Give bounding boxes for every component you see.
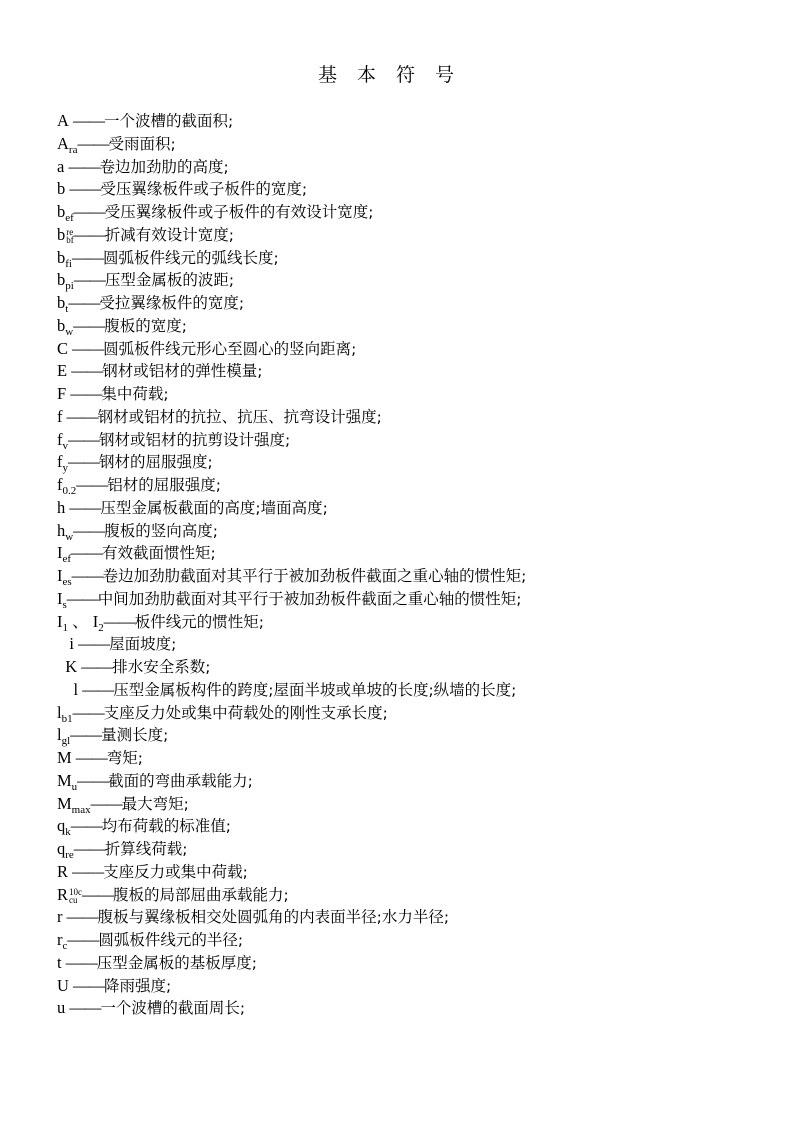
symbol-entry: [57, 247, 526, 270]
dash: ——: [71, 247, 103, 267]
symbol-entry: [57, 269, 526, 292]
symbol-description: 折算线荷载;: [104, 840, 188, 858]
dash: ——: [71, 566, 103, 585]
symbol-description: 铝材的屈服强度;: [107, 476, 221, 494]
symbol-subscript: c: [62, 940, 68, 952]
dash: ——: [69, 497, 101, 517]
dash: ——: [73, 270, 105, 290]
dash: ——: [90, 793, 122, 813]
symbol: b: [57, 202, 66, 221]
symbol-entry: [57, 315, 526, 338]
symbol-superscript: re: [66, 226, 74, 237]
symbol-subscript: ra: [68, 143, 78, 156]
symbol-entry: [57, 611, 526, 634]
symbol-entry: [57, 906, 526, 929]
symbol-entry: [57, 724, 526, 747]
symbol-entry: [57, 110, 526, 133]
symbol-description: 支座反力处或集中荷载处的刚性支承长度;: [103, 703, 388, 722]
symbol-description: 屋面坡度;: [109, 635, 177, 654]
symbol-subscript: b1: [61, 712, 73, 725]
dash: ——: [68, 429, 99, 449]
symbol-entry: [57, 747, 526, 770]
dash: ——: [67, 930, 99, 949]
dash: ——: [71, 361, 103, 381]
dash: ——: [73, 202, 105, 221]
symbol-description: 钢材或铝材的抗拉、抗压、抗弯设计强度;: [97, 407, 382, 426]
symbol-description: 钢材或铝材的弹性模量;: [102, 362, 263, 381]
dash: ——: [72, 338, 104, 358]
dash: ——: [76, 475, 108, 494]
symbol-subscript: s: [62, 598, 67, 611]
symbol-description: 钢材或铝材的抗剪设计强度;: [99, 430, 291, 449]
symbol-entry: [57, 292, 526, 315]
symbol-entry: [57, 383, 526, 406]
symbol: R: [57, 861, 73, 881]
symbol-scripts: [66, 228, 74, 244]
symbol: C: [57, 338, 73, 358]
symbol: f: [57, 429, 63, 449]
symbol-entry: [57, 929, 526, 952]
symbol-description: 一个波槽的截面周长;: [100, 999, 246, 1018]
symbol-entry: [57, 838, 526, 861]
symbol-description: 一个波槽的截面积;: [104, 112, 234, 130]
symbol-entry: [57, 338, 526, 361]
symbol: F: [57, 384, 71, 403]
symbol-description: 卷边加劲肋的高度;: [99, 157, 229, 176]
dash: ——: [69, 179, 101, 199]
symbol-subscript: re: [65, 849, 74, 861]
dash: ——: [73, 975, 105, 995]
symbol-subscript: w: [65, 530, 74, 543]
symbol-description: 板件线元的惯性矩;: [134, 612, 264, 631]
symbol-description: 有效截面惯性矩;: [102, 544, 216, 563]
symbol-description: 圆弧板件线元的弧线长度;: [102, 248, 279, 267]
symbol-subscript: ef: [62, 553, 72, 566]
dash: ——: [73, 224, 105, 244]
dash: ——: [68, 156, 100, 176]
symbol-entry: [57, 861, 526, 884]
symbol-subscript: u: [71, 780, 78, 793]
symbol-entry: [57, 497, 526, 520]
symbol-description: 腹板与翼缘板相交处圆弧角的内表面半径;水力半径;: [97, 908, 450, 927]
symbol-entry: [57, 224, 526, 247]
symbol-entry: [57, 451, 526, 474]
dash: ——: [68, 293, 100, 312]
symbol-subscript: pi: [65, 280, 74, 293]
dash: ——: [75, 748, 107, 767]
symbol-description: 截面的弯曲承载能力;: [108, 771, 253, 790]
symbol-entry: [57, 702, 526, 725]
symbol-description: 钢材的屈服强度;: [99, 453, 213, 472]
page-title: 基本符号: [317, 64, 474, 86]
symbol-subscript: 0.2: [62, 485, 77, 497]
symbol-description: 压型金属板构件的跨度;屋面半坡或单坡的长度;纵墙的长度;: [113, 680, 517, 699]
symbol-subscript: w: [65, 325, 74, 338]
symbol-description: 腹板的竖向高度;: [104, 521, 218, 540]
symbol-subscript: ef: [65, 212, 74, 224]
dash: ——: [78, 634, 110, 654]
symbol: b: [57, 315, 66, 335]
symbol-description: 卷边加劲肋截面对其平行于被加劲板件截面之重心轴的惯性矩;: [102, 567, 527, 585]
symbol-entry: [57, 474, 526, 497]
symbol: U: [57, 975, 74, 995]
symbol: i: [57, 634, 79, 654]
dash: ——: [73, 839, 105, 858]
symbol-description: 支座反力或集中荷载;: [103, 862, 248, 881]
symbol-description: 圆弧板件线元的半径;: [98, 931, 244, 949]
symbol-entry: [57, 588, 526, 611]
symbol-subscript: k: [65, 826, 71, 839]
symbol-description: 排水安全系数;: [112, 658, 211, 676]
symbol-entry: [57, 679, 526, 702]
symbol-subscript: 1: [62, 621, 68, 634]
symbol: q: [57, 839, 66, 858]
symbol: a: [57, 156, 69, 176]
dash: ——: [72, 861, 104, 881]
symbol-entry: [57, 520, 526, 543]
symbol: I: [57, 566, 63, 585]
dash: ——: [81, 657, 113, 676]
symbol: l: [57, 679, 83, 699]
dash: ——: [73, 520, 105, 540]
symbol: b: [57, 270, 66, 290]
symbol-entry: [57, 997, 526, 1020]
symbol-subscript: 2: [98, 621, 104, 634]
symbol: A: [57, 133, 69, 153]
symbol-description: 受雨面积;: [108, 134, 176, 153]
symbol: b: [57, 247, 66, 267]
symbol: l: [57, 725, 62, 745]
symbol: b: [57, 179, 70, 199]
symbol-scripts: [69, 888, 82, 904]
symbol-description: 压型金属板截面的高度;墙面高度;: [100, 498, 328, 517]
symbol-description: 受压翼缘板件或子板件的宽度;: [100, 180, 308, 199]
symbol: l: [57, 702, 62, 722]
symbol-entry: [57, 360, 526, 383]
symbol-description: 折减有效设计宽度;: [104, 225, 234, 244]
dash: ——: [77, 133, 109, 153]
symbol-subscript: bf: [66, 234, 74, 245]
symbol-entry: [57, 178, 526, 201]
dash: ——: [82, 679, 114, 699]
symbol-entry: [57, 201, 526, 224]
dash: ——: [103, 611, 135, 631]
symbol-subscript: es: [62, 576, 72, 588]
dash: ——: [71, 543, 103, 563]
symbol-entry: [57, 406, 526, 429]
symbol-description: 降雨强度;: [104, 976, 172, 995]
symbol-description: 中间加劲肋截面对其平行于被加劲板件截面之重心轴的惯性矩;: [97, 589, 522, 608]
symbol-description: 受压翼缘板件或子板件的有效设计宽度;: [104, 203, 374, 221]
dash: ——: [73, 111, 105, 130]
symbol: h: [57, 520, 66, 540]
dash: ——: [66, 588, 98, 608]
symbol: u: [57, 998, 70, 1018]
symbol: A: [57, 111, 74, 130]
dash: ——: [65, 952, 97, 972]
symbol-entry: [57, 815, 526, 838]
symbol-description: 腹板的宽度;: [104, 316, 187, 335]
symbol-description: 均布荷载的标准值;: [101, 817, 231, 836]
symbol: I: [57, 611, 63, 631]
symbol-description: 压型金属板的基板厚度;: [96, 953, 257, 972]
symbol-entry: [57, 633, 526, 656]
symbol-description: 集中荷载;: [101, 385, 169, 403]
symbol-entry: [57, 429, 526, 452]
symbol-subscript: v: [62, 439, 68, 452]
symbol: E: [57, 361, 72, 381]
dash: ——: [70, 384, 102, 403]
dash: ——: [70, 816, 102, 836]
symbol-entry: [57, 133, 526, 156]
symbol-entry: [57, 542, 526, 565]
symbol-entry: [57, 975, 526, 998]
symbol-subscript: t: [65, 303, 69, 315]
symbol: K: [57, 657, 82, 676]
symbol: R: [57, 884, 69, 904]
dash: ——: [66, 907, 98, 927]
symbol-subscript: max: [71, 803, 91, 816]
symbol: h: [57, 497, 70, 517]
symbol: b: [57, 224, 66, 244]
dash: ——: [69, 998, 101, 1018]
symbol-subscript: fi: [65, 257, 72, 270]
symbol-entry: [57, 952, 526, 975]
symbol: b: [57, 293, 66, 312]
symbol-description: 圆弧板件线元形心至圆心的竖向距离;: [103, 339, 357, 358]
symbol: I: [57, 588, 63, 608]
symbol-subscript: y: [62, 462, 68, 475]
dash: ——: [72, 702, 104, 722]
symbol: M: [57, 770, 72, 790]
symbol: f: [57, 452, 63, 472]
dash: ——: [73, 315, 105, 335]
symbol: r: [57, 907, 67, 927]
symbol: f: [57, 406, 67, 426]
symbol-description: 量测长度;: [101, 726, 169, 745]
dash: ——: [82, 884, 114, 904]
symbol-entry: [57, 793, 526, 816]
symbol: q: [57, 816, 66, 836]
symbol-entry: [57, 884, 526, 907]
dash: ——: [66, 406, 98, 426]
symbol: I: [57, 543, 63, 563]
symbol-description: 最大弯矩;: [121, 794, 189, 813]
dash: ——: [77, 770, 109, 790]
symbol-entry: [57, 770, 526, 793]
symbol: f: [57, 475, 63, 494]
symbol: r: [57, 930, 63, 949]
symbol-description: 腹板的局部屈曲承载能力;: [113, 885, 289, 904]
symbol-entry: [57, 156, 526, 179]
symbol-description: 压型金属板的波距;: [104, 271, 235, 290]
symbol: M: [57, 793, 72, 813]
symbol-entry: [57, 656, 526, 679]
symbol-entry: [57, 565, 526, 588]
symbol: 、 I: [68, 611, 99, 631]
symbol-description: 受拉翼缘板件的宽度;: [99, 294, 245, 312]
dash: ——: [68, 452, 99, 472]
symbol: M: [57, 748, 76, 767]
symbol-superscript: 10c: [69, 886, 83, 897]
dash: ——: [70, 725, 102, 745]
symbol-subscript: gl: [61, 735, 71, 748]
symbol-list: [57, 110, 526, 1020]
symbol-description: 弯矩;: [106, 749, 144, 767]
symbol: t: [57, 952, 66, 972]
symbol-subscript: cu: [69, 894, 78, 905]
